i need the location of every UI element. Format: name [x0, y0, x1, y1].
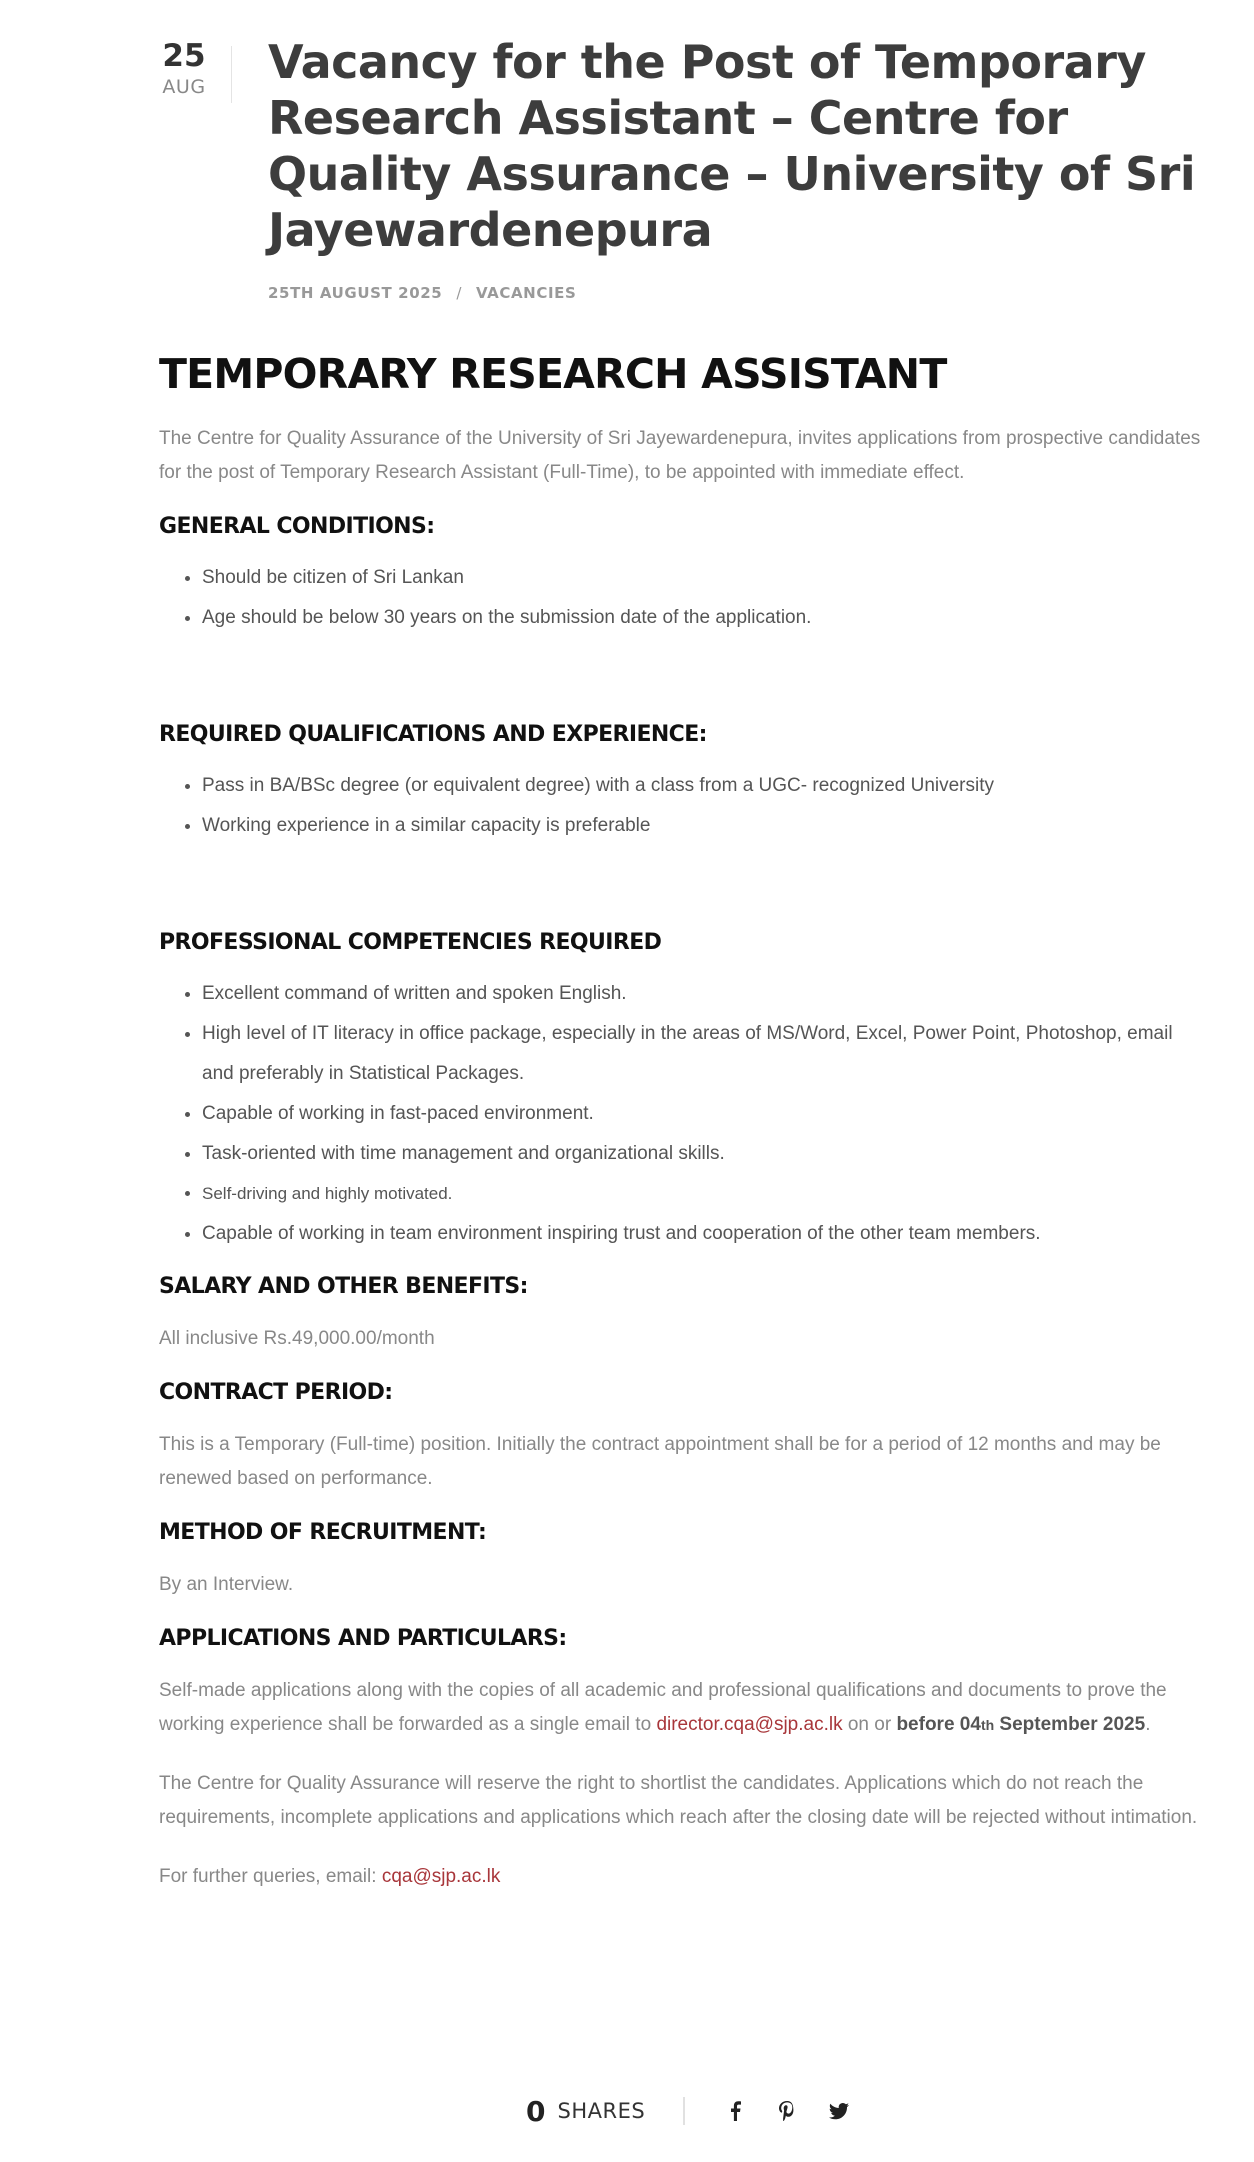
contract-text: This is a Temporary (Full-time) position. Initially the contract appointment shall be for a period of 12 months and may be renewed based on performance. [159, 1434, 1161, 1489]
competencies-list [159, 974, 1209, 1254]
post-meta [268, 284, 576, 302]
director-email-link[interactable]: director.cqa@sjp.ac.lk [656, 1714, 843, 1735]
competencies-heading: PROFESSIONAL COMPETENCIES REQUIRED [159, 930, 662, 955]
list-item: • Age should be below 30 years on the submission date of the application. [202, 598, 1209, 638]
list-item: • Should be citizen of Sri Lankan [202, 558, 1209, 598]
post-date-day: 25 [162, 38, 206, 74]
applications-paragraph [159, 1674, 1209, 1742]
applications-text-end: . [1145, 1714, 1151, 1735]
general-conditions-heading: GENERAL CONDITIONS: [159, 514, 435, 539]
list-item: • Capable of working in fast-paced environment. [202, 1094, 1209, 1134]
applications-text: Self-made applications along with the copies of all academic and professional qualifications and documents to prove the working experience shall be forwarded as a single email to [159, 1680, 1167, 1735]
share-label: SHARES [557, 2099, 646, 2123]
facebook-icon [730, 2101, 741, 2121]
deadline-part: before 04 [896, 1714, 981, 1735]
share-bar [526, 2086, 881, 2136]
list-item: • Self-driving and highly motivated. [202, 1174, 1209, 1214]
post-meta-category-link[interactable]: VACANCIES [475, 284, 577, 302]
post-date-month: AUG [162, 76, 206, 98]
deadline-part: September 2025 [994, 1714, 1146, 1735]
intro-paragraph: The Centre for Quality Assurance of the University of Sri Jayewardenepura, invites applications from prospective candidates for the post of Temporary Research Assistant (Full-Time), to be appointed with immediate effect. [159, 428, 1201, 483]
applications-heading: APPLICATIONS AND PARTICULARS: [159, 1626, 567, 1651]
post-title: Vacancy for the Post of Temporary Research Assistant – Centre for Quality Assurance – University of Sri Jayewardenepura [268, 35, 1196, 257]
post-date-badge [158, 36, 210, 98]
qualifications-list [159, 766, 1209, 846]
list-item: • Task-oriented with time management and organizational skills. [202, 1134, 1209, 1174]
post-content [159, 346, 1209, 1894]
twitter-share-button[interactable] [829, 2100, 849, 2122]
list-item: • High level of IT literacy in office package, especially in the areas of MS/Word, Excel, Power Point, Photoshop, email and preferably in Statistical Packages. [202, 1014, 1209, 1094]
post-meta-date: 25TH AUGUST 2025 [268, 284, 443, 302]
shortlist-paragraph: The Centre for Quality Assurance will reserve the right to shortlist the candidates. Applications which do not reach the requirements, incomplete applications and applications which reach after the closing date will be rejected without intimation. [159, 1773, 1198, 1828]
salary-heading: SALARY AND OTHER BENEFITS: [159, 1274, 528, 1299]
contract-heading: CONTRACT PERIOD: [159, 1380, 393, 1405]
recruitment-heading: METHOD OF RECRUITMENT: [159, 1520, 487, 1545]
meta-separator: / [456, 284, 462, 302]
cqa-email-link[interactable]: cqa@sjp.ac.lk [381, 1866, 501, 1887]
queries-text: For further queries, email: [159, 1866, 382, 1887]
general-conditions-list [159, 558, 1209, 638]
recruitment-text: By an Interview. [159, 1574, 294, 1595]
queries-paragraph [159, 1860, 1209, 1894]
pinterest-icon [779, 2101, 795, 2121]
share-divider [683, 2097, 685, 2125]
list-item: • Working experience in a similar capacity is preferable [202, 806, 1209, 846]
salary-text: All inclusive Rs.49,000.00/month [159, 1328, 435, 1349]
pinterest-share-button[interactable] [777, 2100, 797, 2122]
deadline-text [896, 1714, 1145, 1735]
list-item: • Pass in BA/BSc degree (or equivalent degree) with a class from a UGC- recognized University [202, 766, 1209, 806]
list-item: • Excellent command of written and spoken English. [202, 974, 1209, 1014]
date-divider [231, 46, 232, 103]
qualifications-heading: REQUIRED QUALIFICATIONS AND EXPERIENCE: [159, 722, 707, 747]
twitter-icon [829, 2103, 849, 2120]
list-item: • Capable of working in team environment inspiring trust and cooperation of the other team members. [202, 1214, 1209, 1254]
deadline-ordinal: th [980, 1717, 995, 1733]
main-heading: TEMPORARY RESEARCH ASSISTANT [159, 350, 947, 398]
applications-text-middle: on or [842, 1714, 897, 1735]
share-count: 0 [526, 2094, 546, 2128]
facebook-share-button[interactable] [725, 2100, 745, 2122]
